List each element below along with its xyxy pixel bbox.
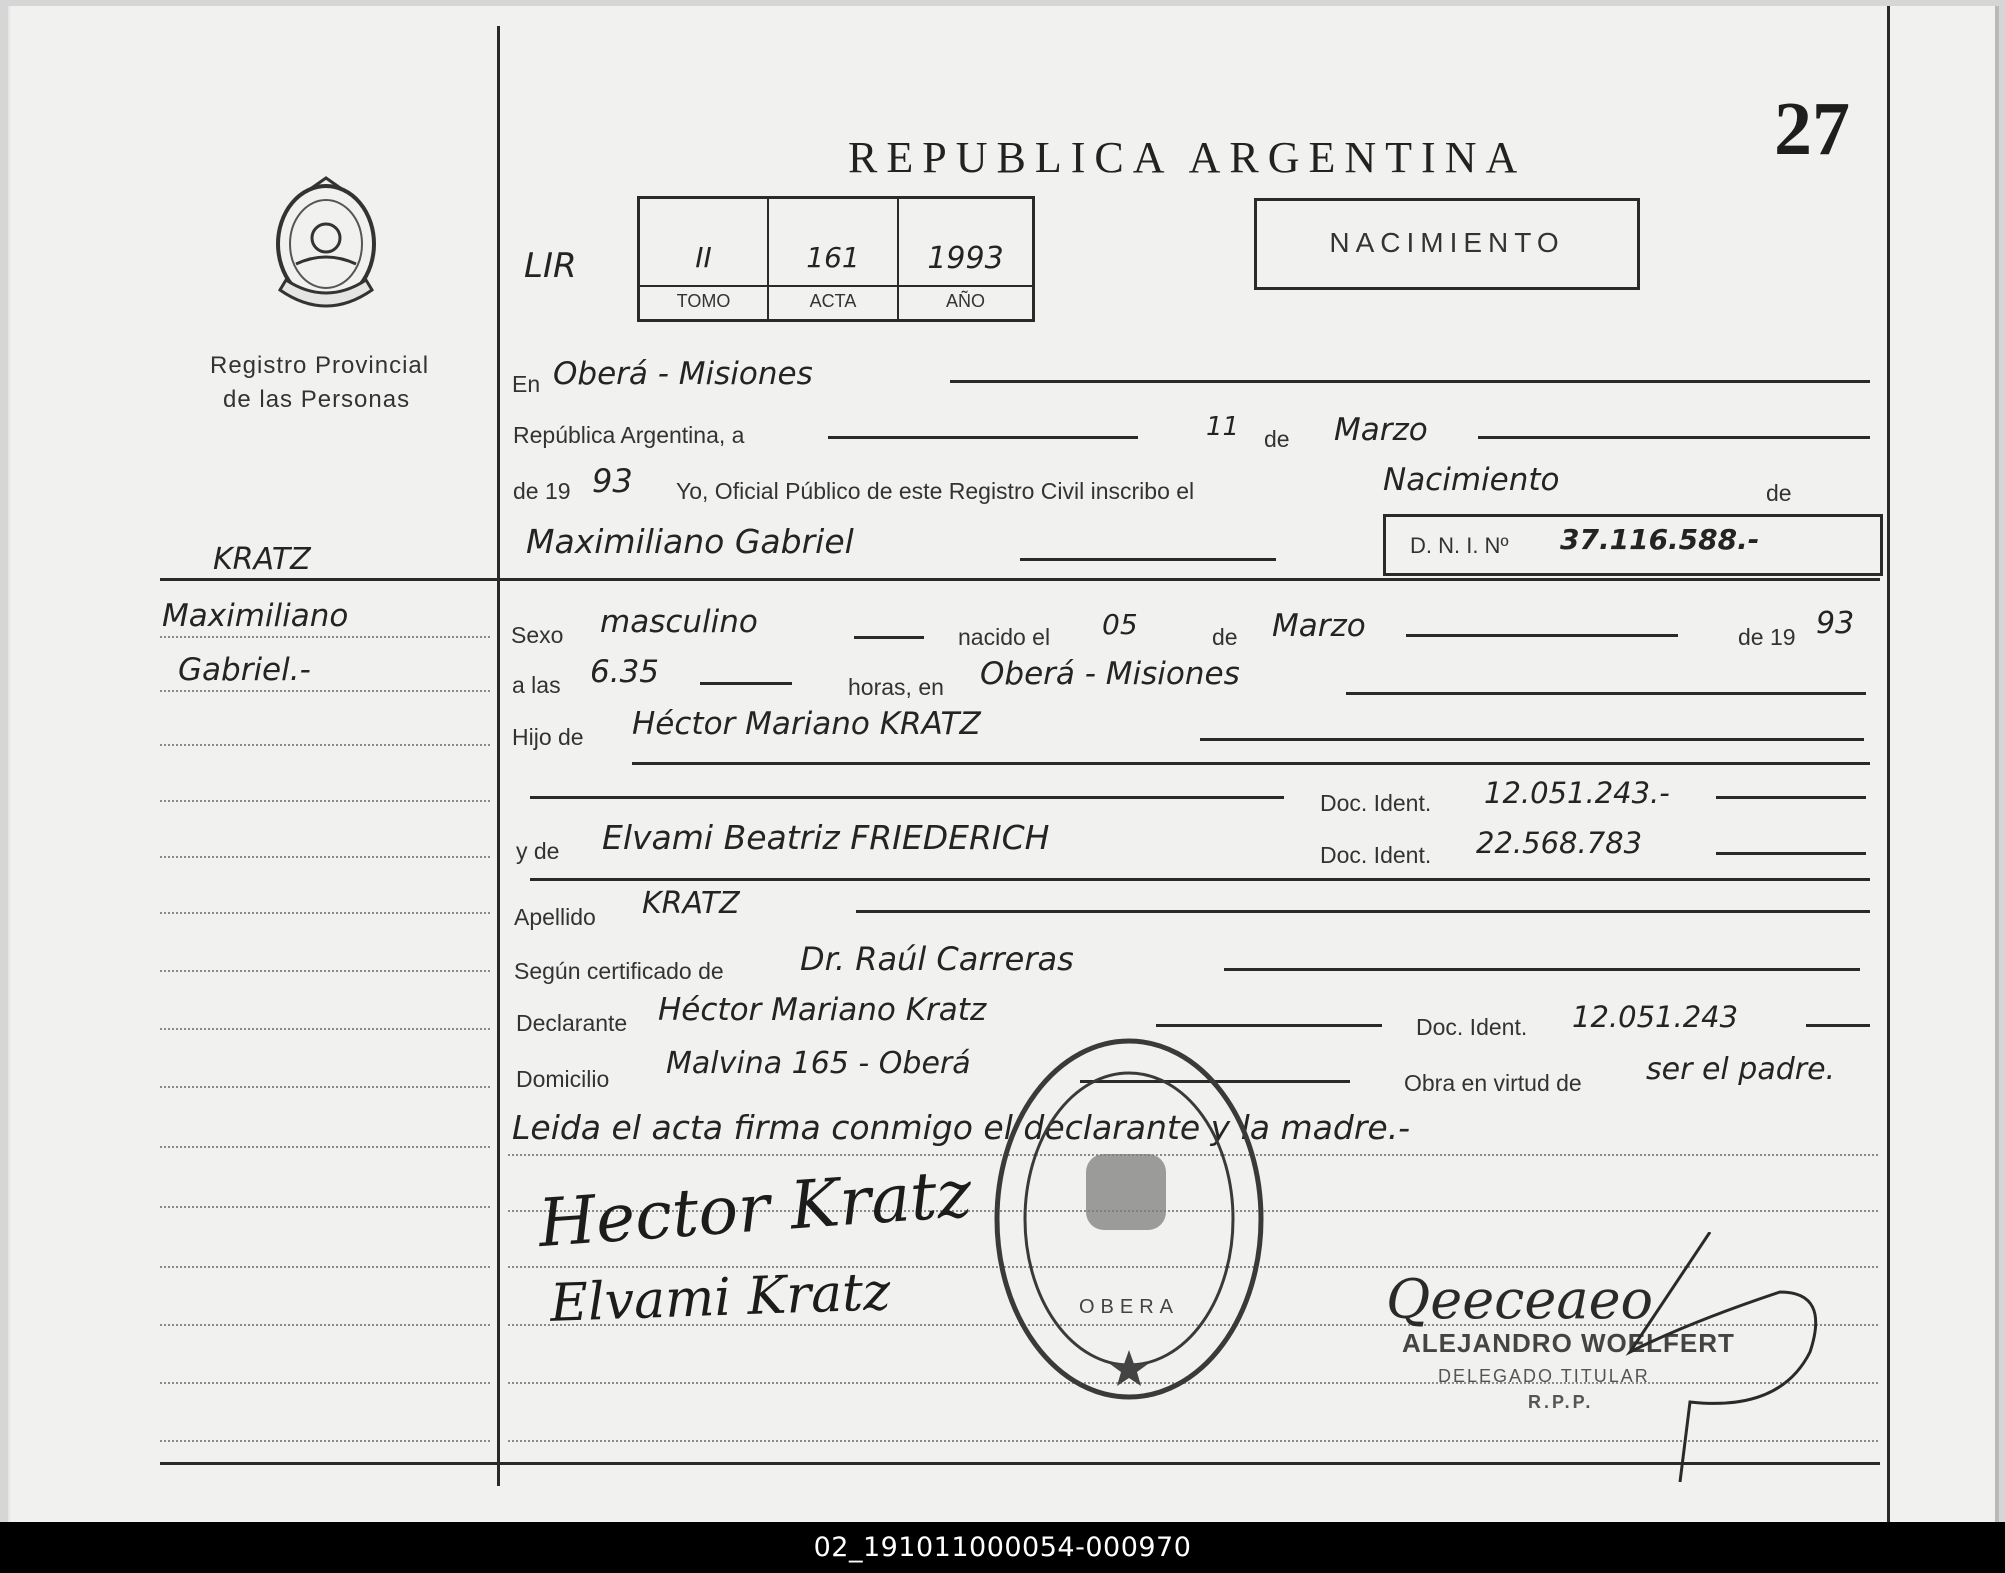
tomo-value: II (695, 241, 712, 274)
document-sheet (8, 6, 1999, 1522)
apellido-label: Apellido (514, 904, 596, 930)
father-name: Héctor Mariano KRATZ (632, 706, 981, 742)
father-doc-line (1716, 796, 1866, 799)
doc-label-2: Doc. Ident. (1320, 842, 1432, 868)
hijo-label: Hijo de (512, 724, 584, 750)
nacido-label: nacido el (958, 624, 1051, 650)
birth-time: 6.35 (590, 654, 660, 690)
apellido-value: KRATZ (642, 886, 740, 921)
sexo-value: masculino (600, 604, 758, 640)
provincial-seal-icon (266, 172, 386, 322)
obra-value: ser el padre. (1646, 1052, 1836, 1087)
reg-year: 93 (592, 462, 633, 500)
doc-label-3: Doc. Ident. (1416, 1014, 1528, 1040)
birth-month: Marzo (1272, 608, 1366, 644)
obra-label: Obra en virtud de (1404, 1070, 1582, 1096)
birth-year: 93 (1816, 606, 1855, 641)
official-title: DELEGADO TITULAR (1438, 1366, 1650, 1386)
declarante-label: Declarante (516, 1010, 628, 1036)
en-label: En (512, 371, 541, 397)
stamp-city: OBERA (1078, 1296, 1180, 1318)
yde-label: y de (516, 838, 560, 864)
anio-value: 1993 (927, 241, 1004, 276)
apellido-line (856, 910, 1870, 913)
reg-month: Marzo (1334, 412, 1428, 448)
birth-place-line (1346, 692, 1866, 695)
birth-day: 05 (1102, 608, 1138, 641)
registry-name-1: Registro Provincial (210, 352, 430, 379)
header-separator (160, 578, 1880, 581)
left-column-divider (497, 26, 500, 1486)
child-name-line (1020, 558, 1276, 561)
anio-label: AÑO (945, 291, 985, 311)
doc-label-1: Doc. Ident. (1320, 790, 1432, 816)
official-org: R.P.P. (1528, 1392, 1594, 1412)
act-type-box (1254, 198, 1640, 290)
father-doc-blank (530, 796, 1284, 799)
office-stamp (990, 1034, 1268, 1404)
republica-label: República Argentina, a (513, 422, 745, 448)
right-edge (1887, 6, 1890, 1522)
month-line (1478, 436, 1870, 439)
file-id-bar (0, 1522, 2005, 1573)
closing-note: Leida el acta firma conmigo el declarante y la madre.- (512, 1108, 1411, 1147)
record-box (637, 196, 1035, 322)
de19b-label: de 19 (1738, 624, 1796, 650)
dni-label: D. N. I. Nº (1410, 533, 1509, 558)
reg-day: 11 (1206, 412, 1240, 442)
segun-label: Según certificado de (514, 958, 724, 984)
de19-label: de 19 (513, 478, 571, 504)
official-signature: Qeeceaeo (1386, 1268, 1654, 1331)
officer-text: Yo, Oficial Público de este Registro Civil inscribo el (676, 478, 1195, 504)
father-line-2 (632, 762, 1870, 765)
margin-given-1: Maximiliano (162, 598, 349, 634)
mother-doc: 22.568.783 (1476, 826, 1643, 860)
signature-flourish (1610, 1232, 1830, 1482)
dni-box (1383, 514, 1883, 576)
sexo-line (854, 636, 924, 639)
time-line (700, 682, 792, 685)
signature-1: Hector Kratz (535, 1154, 975, 1263)
certificate-line (1224, 968, 1860, 971)
father-line (1200, 738, 1864, 741)
declarant-line (1156, 1024, 1382, 1027)
republica-line (828, 436, 1138, 439)
event-value: Nacimiento (1383, 462, 1560, 498)
place-value: Oberá - Misiones (553, 356, 813, 392)
horas-label: horas, en (848, 674, 944, 700)
registry-name-2: de las Personas (223, 386, 411, 413)
alas-label: a las (512, 672, 561, 698)
signature-2: Elvami Kratz (549, 1262, 892, 1334)
birth-place: Oberá - Misiones (980, 656, 1240, 692)
declarant-value: Héctor Mariano Kratz (658, 992, 987, 1028)
address-value: Malvina 165 - Oberá (666, 1046, 971, 1081)
acta-label: ACTA (809, 291, 857, 311)
sexo-label: Sexo (511, 622, 564, 648)
declarant-doc: 12.051.243 (1572, 1000, 1739, 1034)
birth-month-line (1406, 634, 1678, 637)
de2-label: de (1766, 480, 1792, 506)
domicilio-label: Domicilio (516, 1066, 610, 1092)
page-number: 27 (1774, 87, 1850, 171)
declarant-doc-line (1806, 1024, 1870, 1027)
place-line (950, 380, 1870, 383)
mother-doc-line (1716, 852, 1866, 855)
certificate-by: Dr. Raúl Carreras (800, 940, 1074, 978)
tomo-label: TOMO (676, 291, 731, 311)
official-name: ALEJANDRO WOELFERT (1402, 1328, 1735, 1358)
de-label: de (1264, 426, 1290, 452)
acta-value: 161 (806, 241, 860, 274)
act-type: NACIMIENTO (1329, 227, 1565, 258)
mother-line-2 (530, 878, 1870, 881)
margin-given-2: Gabriel.- (178, 652, 311, 688)
file-id: 02_191011000054-000970 (813, 1532, 1192, 1563)
de3-label: de (1212, 624, 1238, 650)
handwritten-code: LIR (524, 246, 577, 286)
margin-surname: KRATZ (213, 542, 311, 577)
dni-value: 37.116.588.- (1560, 523, 1760, 556)
child-name: Maximiliano Gabriel (526, 522, 854, 561)
mother-name: Elvami Beatriz FRIEDERICH (602, 818, 1050, 857)
father-doc: 12.051.243.- (1484, 776, 1670, 810)
country-header: REPUBLICA ARGENTINA (848, 133, 1527, 182)
